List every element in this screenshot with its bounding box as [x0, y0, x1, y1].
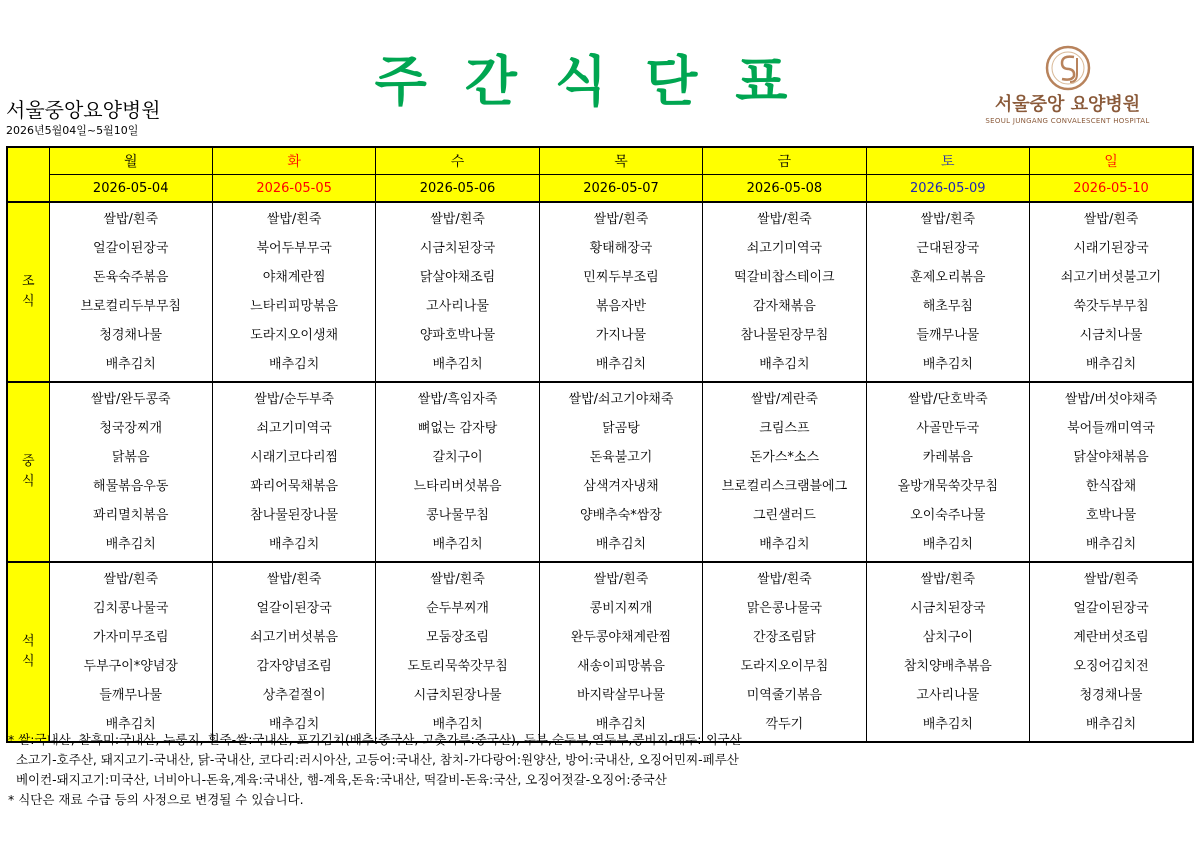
- menu-item: 쌀밥/흰죽: [103, 212, 159, 227]
- menu-item: 상추겉절이: [262, 688, 326, 703]
- menu-item: 김치콩나물국: [93, 601, 169, 616]
- menu-item: 배추김치: [269, 537, 320, 552]
- menu-period: 2026년5월04일~5월10일: [6, 124, 139, 137]
- menu-item: 참나물된장나물: [250, 508, 339, 523]
- menu-cell: [376, 562, 539, 742]
- menu-item: 참나물된장무침: [740, 328, 829, 343]
- origin-notes: [8, 730, 742, 810]
- meal-label-char: 식: [21, 474, 35, 489]
- menu-item: 떡갈비찹스테이크: [734, 270, 835, 285]
- menu-item: 북어들깨미역국: [1067, 421, 1155, 436]
- meal-label: [7, 562, 49, 742]
- menu-item: 한식잡채: [1085, 479, 1137, 494]
- menu-item: 쌀밥/흰죽: [1083, 572, 1139, 587]
- menu-item: 쌀밥/흰죽: [757, 572, 812, 587]
- menu-item: 닭볶음: [111, 450, 150, 465]
- menu-item: 훈제오리볶음: [910, 270, 986, 285]
- menu-item: 배추김치: [1085, 357, 1137, 372]
- menu-cell: [539, 382, 702, 562]
- menu-item: 쌀밥/흑임자죽: [417, 392, 498, 407]
- menu-item: 도토리묵쑥갓무침: [407, 659, 508, 674]
- menu-item: 갈치구이: [432, 450, 483, 465]
- day-name-6: 일: [1030, 147, 1193, 175]
- menu-cell: [49, 562, 212, 742]
- note-line: 소고기-호주산, 돼지고기-국내산, 닭-국내산, 코다리:러시아산, 고등어:국내산, 참치-가다랑어:원양산, 방어:국내산, 오징어민찌-페루산: [8, 752, 739, 767]
- menu-item: 볶음자반: [595, 299, 647, 314]
- menu-item: 쌀밥/흰죽: [920, 212, 976, 227]
- day-name-2: 수: [376, 147, 539, 175]
- menu-item: 얼갈이된장국: [256, 601, 332, 616]
- menu-item: 쇠고기버섯볶음: [250, 630, 339, 645]
- day-name-0: 월: [49, 147, 212, 175]
- day-name-4: 금: [703, 147, 866, 175]
- day-date-4: 2026-05-08: [703, 175, 866, 203]
- menu-item: 배추김치: [432, 357, 483, 372]
- meal-label: [7, 202, 49, 382]
- menu-item: 느타리버섯볶음: [413, 479, 502, 494]
- corner-cell: [7, 147, 49, 202]
- menu-item: 콩비지찌개: [589, 601, 653, 616]
- menu-item: 배추김치: [759, 537, 810, 552]
- menu-item: 쌀밥/버섯야채죽: [1064, 392, 1158, 407]
- menu-cell: [866, 202, 1029, 382]
- menu-item: 민찌두부조림: [583, 270, 659, 285]
- menu-item: 삼색겨자냉채: [583, 479, 659, 494]
- menu-item: 맑은콩나물국: [746, 601, 823, 616]
- menu-item: 배추김치: [922, 537, 973, 552]
- menu-item: 오징어김치전: [1073, 659, 1149, 674]
- menu-item: 쌀밥/흰죽: [593, 572, 649, 587]
- menu-cell: [49, 202, 212, 382]
- menu-item: 시래기된장국: [1073, 241, 1149, 256]
- menu-item: 배추김치: [595, 537, 647, 552]
- menu-item: 청경채나물: [99, 328, 163, 343]
- note-line: * 식단은 재료 수급 등의 사정으로 변경될 수 있습니다.: [8, 792, 304, 807]
- menu-item: 양배추숙*쌈장: [580, 508, 662, 523]
- menu-item: 쌀밥/흰죽: [430, 572, 485, 587]
- menu-item: 쌀밥/계란죽: [750, 392, 818, 407]
- menu-item: 해초무침: [922, 299, 973, 314]
- day-name-1: 화: [212, 147, 375, 175]
- menu-item: 미역줄기볶음: [746, 688, 823, 703]
- meal-label: [7, 382, 49, 562]
- menu-item: 배추김치: [922, 717, 973, 732]
- day-name-3: 목: [539, 147, 702, 175]
- menu-item: 배추김치: [105, 537, 156, 552]
- note-line: 베이컨-돼지고기:미국산, 너비아니-돈육,계육:국내산, 햄-계육,돈육:국내산, 떡갈비-돈육:국산, 오징어젓갈-오징어:중국산: [8, 772, 667, 787]
- menu-item: 감자양념조림: [256, 659, 332, 674]
- menu-cell: [866, 382, 1029, 562]
- menu-item: 배추김치: [269, 357, 320, 372]
- menu-item: 시금치나물: [1079, 328, 1143, 343]
- menu-item: 얼갈이된장국: [1073, 601, 1149, 616]
- menu-cell: [539, 562, 702, 742]
- menu-item: 배추김치: [105, 357, 156, 372]
- menu-item: 쌀밥/완두콩죽: [90, 392, 171, 407]
- menu-item: 쌀밥/흰죽: [103, 572, 159, 587]
- menu-item: 배추김치: [1085, 537, 1137, 552]
- weekly-menu-table: [6, 146, 1194, 743]
- menu-item: 쌀밥/단호박죽: [907, 392, 988, 407]
- menu-item: 꽈리어묵채볶음: [250, 479, 339, 494]
- menu-item: 북어두부무국: [256, 241, 332, 256]
- menu-item: 닭살야채볶음: [1073, 450, 1149, 465]
- menu-item: 쌀밥/순두부죽: [254, 392, 334, 407]
- menu-item: 콩나물무침: [426, 508, 489, 523]
- menu-item: 쇠고기미역국: [746, 241, 823, 256]
- menu-item: 돈육불고기: [589, 450, 653, 465]
- menu-item: 청국장찌개: [99, 421, 163, 436]
- menu-item: 배추김치: [432, 717, 483, 732]
- menu-item: 도라지오이생채: [250, 328, 339, 343]
- menu-item: 호박나물: [1085, 508, 1137, 523]
- menu-item: 야채계란찜: [262, 270, 326, 285]
- menu-cell: [49, 382, 212, 562]
- date-header-row: [7, 175, 1193, 203]
- menu-item: 시금치된장나물: [413, 688, 502, 703]
- menu-item: 쌀밥/흰죽: [757, 212, 812, 227]
- menu-cell: [1030, 382, 1193, 562]
- menu-item: 도라지오이무침: [740, 659, 829, 674]
- menu-item: 근대된장국: [916, 241, 980, 256]
- day-date-0: 2026-05-04: [49, 175, 212, 203]
- menu-item: 순두부찌개: [426, 601, 489, 616]
- meal-row: [7, 382, 1193, 562]
- menu-item: 깍두기: [765, 717, 804, 732]
- menu-item: 느타리피망볶음: [250, 299, 339, 314]
- hospital-logo: [980, 44, 1155, 134]
- logo-text: 서울중앙 요양병원: [994, 94, 1141, 115]
- menu-item: 배추김치: [105, 717, 156, 732]
- menu-item: 배추김치: [595, 357, 647, 372]
- menu-item: 양파호박나물: [419, 328, 496, 343]
- menu-item: 쌀밥/흰죽: [430, 212, 485, 227]
- menu-item: 배추김치: [269, 717, 320, 732]
- day-date-1: 2026-05-05: [212, 175, 375, 203]
- note-line: * 쌀:국내산, 찰흑미:국내산, 누룽지, 흰죽-쌀:국내산, 포기김치(배추:중국산, 고춧가루:중국산), 두부,순두부,연두부,콩비지-대두: 외국산: [8, 732, 742, 747]
- menu-cell: [703, 562, 866, 742]
- menu-item: 쌀밥/흰죽: [593, 212, 649, 227]
- menu-item: 바지락살무나물: [577, 688, 665, 703]
- menu-item: 브로컬리스크램블에그: [721, 479, 848, 494]
- menu-item: 들깨무나물: [916, 328, 980, 343]
- menu-item: 청경채나물: [1079, 688, 1143, 703]
- menu-cell: [1030, 562, 1193, 742]
- menu-cell: [866, 562, 1029, 742]
- menu-item: 완두콩야채계란찜: [570, 630, 672, 645]
- menu-cell: [212, 562, 375, 742]
- menu-item: 배추김치: [432, 537, 483, 552]
- meal-row: [7, 202, 1193, 382]
- menu-item: 올방개묵쑥갓무침: [897, 479, 999, 494]
- menu-item: 삼치구이: [922, 630, 973, 645]
- menu-item: 배추김치: [922, 357, 973, 372]
- menu-item: 참치양배추볶음: [903, 659, 992, 674]
- meal-label-char: 석: [21, 634, 35, 649]
- menu-item: 모둠장조림: [426, 630, 489, 645]
- meal-label-char: 식: [21, 654, 35, 669]
- day-header-row: [7, 147, 1193, 175]
- menu-item: 카레볶음: [922, 450, 973, 465]
- page-title: 주간식단표: [374, 50, 826, 113]
- menu-item: 가자미무조림: [93, 630, 169, 645]
- meal-label-char: 중: [21, 454, 35, 469]
- menu-item: 닭곰탕: [602, 421, 640, 436]
- day-date-6: 2026-05-10: [1030, 175, 1193, 203]
- menu-item: 쌀밥/흰죽: [1083, 212, 1139, 227]
- menu-item: 새송이피망볶음: [577, 659, 665, 674]
- menu-item: 간장조림닭: [753, 630, 816, 645]
- menu-item: 쇠고기미역국: [256, 421, 332, 436]
- logo-subtitle: SEOUL JUNGANG CONVALESCENT HOSPITAL: [985, 117, 1150, 125]
- menu-item: 크림스프: [759, 421, 810, 436]
- menu-item: 오이숙주나물: [910, 508, 986, 523]
- menu-item: 그린샐러드: [753, 508, 816, 523]
- menu-item: 배추김치: [759, 357, 810, 372]
- menu-item: 들깨무나물: [99, 688, 163, 703]
- menu-cell: [376, 202, 539, 382]
- menu-item: 황태해장국: [589, 241, 653, 256]
- menu-item: 배추김치: [595, 717, 647, 732]
- menu-item: 꽈리멸치볶음: [93, 508, 169, 523]
- menu-item: 쑥갓두부무침: [1073, 299, 1149, 314]
- menu-item: 사골만두국: [916, 421, 980, 436]
- meal-label-char: 조: [21, 274, 35, 289]
- menu-cell: [703, 202, 866, 382]
- hospital-name: 서울중앙요양병원: [6, 98, 161, 122]
- menu-item: 닭살야채조림: [419, 270, 496, 285]
- day-date-3: 2026-05-07: [539, 175, 702, 203]
- menu-cell: [1030, 202, 1193, 382]
- menu-item: 고사리나물: [426, 299, 489, 314]
- menu-item: 배추김치: [1085, 717, 1137, 732]
- menu-item: 쌀밥/흰죽: [266, 212, 322, 227]
- menu-cell: [212, 382, 375, 562]
- menu-item: 시래기코다리찜: [250, 450, 339, 465]
- menu-item: 시금치된장국: [419, 241, 496, 256]
- menu-item: 쌀밥/흰죽: [266, 572, 322, 587]
- menu-item: 쇠고기버섯불고기: [1060, 270, 1162, 285]
- menu-item: 얼갈이된장국: [93, 241, 169, 256]
- menu-item: 쌀밥/흰죽: [920, 572, 976, 587]
- meal-row: [7, 562, 1193, 742]
- menu-item: 계란버섯조림: [1073, 630, 1149, 645]
- menu-item: 브로컬리두부무침: [80, 299, 181, 314]
- logo-emblem-icon: [1044, 44, 1092, 92]
- menu-item: 고사리나물: [916, 688, 980, 703]
- menu-cell: [376, 382, 539, 562]
- menu-item: 쌀밥/쇠고기야채죽: [568, 392, 674, 407]
- menu-item: 뼈없는 감자탕: [417, 421, 498, 436]
- day-date-5: 2026-05-09: [866, 175, 1029, 203]
- menu-item: 두부구이*양념장: [83, 659, 178, 674]
- menu-item: 시금치된장국: [910, 601, 986, 616]
- menu-item: 돈가스*소스: [749, 450, 820, 465]
- menu-cell: [212, 202, 375, 382]
- day-date-2: 2026-05-06: [376, 175, 539, 203]
- menu-cell: [703, 382, 866, 562]
- day-name-5: 토: [866, 147, 1029, 175]
- meal-label-char: 식: [21, 294, 35, 309]
- menu-item: 감자채볶음: [753, 299, 816, 314]
- menu-item: 가지나물: [595, 328, 647, 343]
- menu-item: 돈육숙주볶음: [93, 270, 169, 285]
- menu-item: 해물볶음우동: [93, 479, 169, 494]
- menu-cell: [539, 202, 702, 382]
